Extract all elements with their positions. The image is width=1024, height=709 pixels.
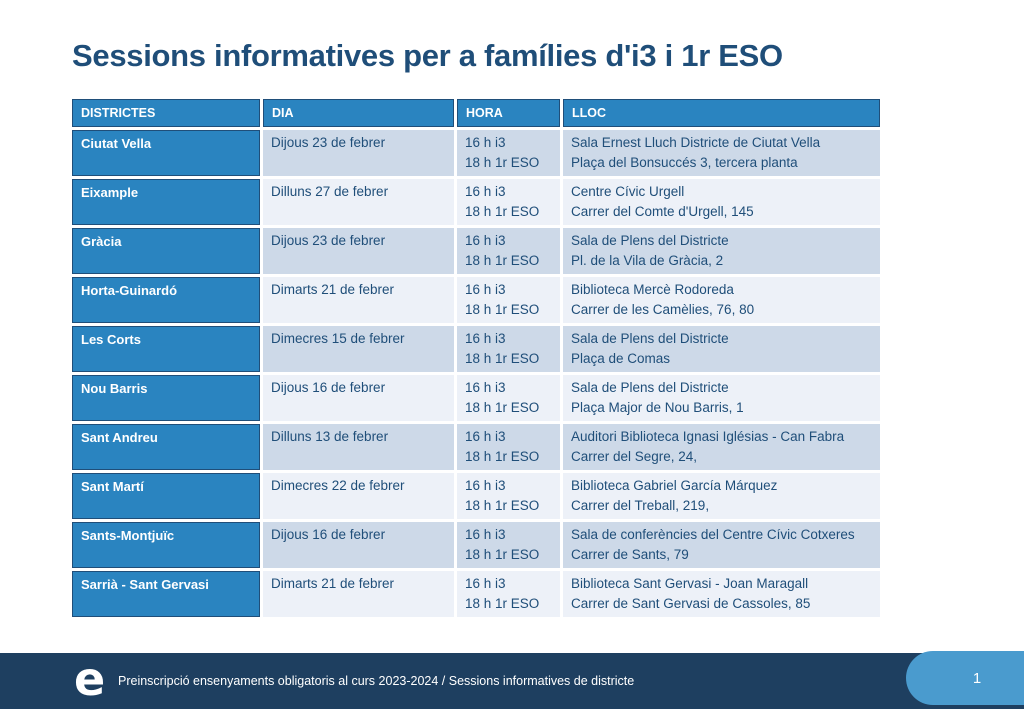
hora-cell bbox=[457, 130, 560, 176]
hora-line-2: 18 h 1r ESO bbox=[465, 351, 540, 366]
page-title: Sessions informatives per a famílies d'i3 i 1r ESO bbox=[72, 38, 783, 73]
hora-line-2: 18 h 1r ESO bbox=[465, 400, 540, 415]
header-dia: DIA bbox=[263, 99, 454, 127]
hora-cell bbox=[457, 424, 560, 470]
hora-line-2: 18 h 1r ESO bbox=[465, 498, 540, 513]
lloc-cell bbox=[563, 277, 880, 323]
table-header-row bbox=[72, 99, 880, 127]
lloc-cell bbox=[563, 375, 880, 421]
hora-line-2: 18 h 1r ESO bbox=[465, 302, 540, 317]
header-hora: HORA bbox=[457, 99, 560, 127]
district-cell: Sarrià - Sant Gervasi bbox=[72, 571, 260, 617]
lloc-cell bbox=[563, 326, 880, 372]
dia-cell: Dijous 23 de febrer bbox=[263, 130, 454, 176]
hora-line-1: 16 h i3 bbox=[465, 331, 506, 346]
lloc-cell bbox=[563, 228, 880, 274]
lloc-line-1: Biblioteca Sant Gervasi - Joan Maragall bbox=[571, 576, 809, 591]
table-row bbox=[72, 326, 880, 372]
district-cell: Sants-Montjuïc bbox=[72, 522, 260, 568]
district-cell: Nou Barris bbox=[72, 375, 260, 421]
lloc-line-2: Carrer del Segre, 24, bbox=[571, 449, 698, 464]
lloc-cell bbox=[563, 522, 880, 568]
lloc-cell bbox=[563, 424, 880, 470]
lloc-line-1: Sala Ernest Lluch Districte de Ciutat Vella bbox=[571, 135, 821, 150]
lloc-line-2: Carrer de Sants, 79 bbox=[571, 547, 689, 562]
dia-cell: Dimecres 15 de febrer bbox=[263, 326, 454, 372]
lloc-line-1: Centre Cívic Urgell bbox=[571, 184, 685, 199]
lloc-line-2: Plaça Major de Nou Barris, 1 bbox=[571, 400, 744, 415]
lloc-cell bbox=[563, 179, 880, 225]
dia-cell: Dimecres 22 de febrer bbox=[263, 473, 454, 519]
table-row bbox=[72, 522, 880, 568]
hora-line-1: 16 h i3 bbox=[465, 282, 506, 297]
lloc-line-1: Sala de conferències del Centre Cívic Cotxeres bbox=[571, 527, 855, 542]
district-cell: Ciutat Vella bbox=[72, 130, 260, 176]
hora-line-2: 18 h 1r ESO bbox=[465, 155, 540, 170]
dia-cell: Dilluns 13 de febrer bbox=[263, 424, 454, 470]
hora-line-1: 16 h i3 bbox=[465, 527, 506, 542]
hora-line-1: 16 h i3 bbox=[465, 478, 506, 493]
dia-cell: Dijous 16 de febrer bbox=[263, 522, 454, 568]
lloc-line-1: Biblioteca Gabriel García Márquez bbox=[571, 478, 778, 493]
district-cell: Sant Andreu bbox=[72, 424, 260, 470]
hora-cell bbox=[457, 277, 560, 323]
lloc-cell bbox=[563, 473, 880, 519]
lloc-line-2: Plaça del Bonsuccés 3, tercera planta bbox=[571, 155, 798, 170]
dia-cell: Dijous 23 de febrer bbox=[263, 228, 454, 274]
table-body bbox=[72, 130, 880, 617]
header-districtes: DISTRICTES bbox=[72, 99, 260, 127]
dia-cell: Dijous 16 de febrer bbox=[263, 375, 454, 421]
dia-cell: Dilluns 27 de febrer bbox=[263, 179, 454, 225]
hora-line-1: 16 h i3 bbox=[465, 184, 506, 199]
table-row bbox=[72, 179, 880, 225]
consortium-e-logo: e bbox=[74, 652, 106, 706]
hora-cell bbox=[457, 326, 560, 372]
hora-cell bbox=[457, 228, 560, 274]
table-row bbox=[72, 473, 880, 519]
hora-cell bbox=[457, 522, 560, 568]
footer-text: Preinscripció ensenyaments obligatoris al curs 2023-2024 / Sessions informatives de districte bbox=[118, 674, 635, 688]
header-lloc: LLOC bbox=[563, 99, 880, 127]
lloc-line-2: Carrer de les Camèlies, 76, 80 bbox=[571, 302, 755, 317]
hora-line-2: 18 h 1r ESO bbox=[465, 596, 540, 611]
lloc-line-1: Biblioteca Mercè Rodoreda bbox=[571, 282, 734, 297]
hora-line-1: 16 h i3 bbox=[465, 380, 506, 395]
hora-line-1: 16 h i3 bbox=[465, 576, 506, 591]
hora-cell bbox=[457, 571, 560, 617]
sessions-table bbox=[69, 96, 883, 620]
table-row bbox=[72, 130, 880, 176]
district-cell: Horta-Guinardó bbox=[72, 277, 260, 323]
dia-cell: Dimarts 21 de febrer bbox=[263, 277, 454, 323]
hora-line-2: 18 h 1r ESO bbox=[465, 253, 540, 268]
district-cell: Les Corts bbox=[72, 326, 260, 372]
lloc-line-2: Plaça de Comas bbox=[571, 351, 671, 366]
hora-line-2: 18 h 1r ESO bbox=[465, 547, 540, 562]
district-cell: Gràcia bbox=[72, 228, 260, 274]
hora-cell bbox=[457, 179, 560, 225]
page-number-badge: 1 bbox=[906, 651, 1024, 705]
hora-line-1: 16 h i3 bbox=[465, 429, 506, 444]
footer-bar bbox=[0, 653, 1024, 709]
sessions-table-wrap bbox=[72, 99, 883, 620]
lloc-line-1: Sala de Plens del Districte bbox=[571, 331, 729, 346]
lloc-line-1: Sala de Plens del Districte bbox=[571, 233, 729, 248]
table-row bbox=[72, 375, 880, 421]
table-row bbox=[72, 571, 880, 617]
lloc-line-1: Sala de Plens del Districte bbox=[571, 380, 729, 395]
hora-line-2: 18 h 1r ESO bbox=[465, 204, 540, 219]
district-cell: Sant Martí bbox=[72, 473, 260, 519]
lloc-cell bbox=[563, 130, 880, 176]
lloc-line-2: Carrer del Treball, 219, bbox=[571, 498, 710, 513]
lloc-line-1: Auditori Biblioteca Ignasi Iglésias - Can Fabra bbox=[571, 429, 845, 444]
table-row bbox=[72, 424, 880, 470]
lloc-line-2: Pl. de la Vila de Gràcia, 2 bbox=[571, 253, 724, 268]
dia-cell: Dimarts 21 de febrer bbox=[263, 571, 454, 617]
hora-line-1: 16 h i3 bbox=[465, 135, 506, 150]
hora-cell bbox=[457, 375, 560, 421]
table-row bbox=[72, 277, 880, 323]
lloc-cell bbox=[563, 571, 880, 617]
district-cell: Eixample bbox=[72, 179, 260, 225]
table-row bbox=[72, 228, 880, 274]
lloc-line-2: Carrer de Sant Gervasi de Cassoles, 85 bbox=[571, 596, 811, 611]
lloc-line-2: Carrer del Comte d'Urgell, 145 bbox=[571, 204, 754, 219]
hora-line-1: 16 h i3 bbox=[465, 233, 506, 248]
hora-cell bbox=[457, 473, 560, 519]
hora-line-2: 18 h 1r ESO bbox=[465, 449, 540, 464]
